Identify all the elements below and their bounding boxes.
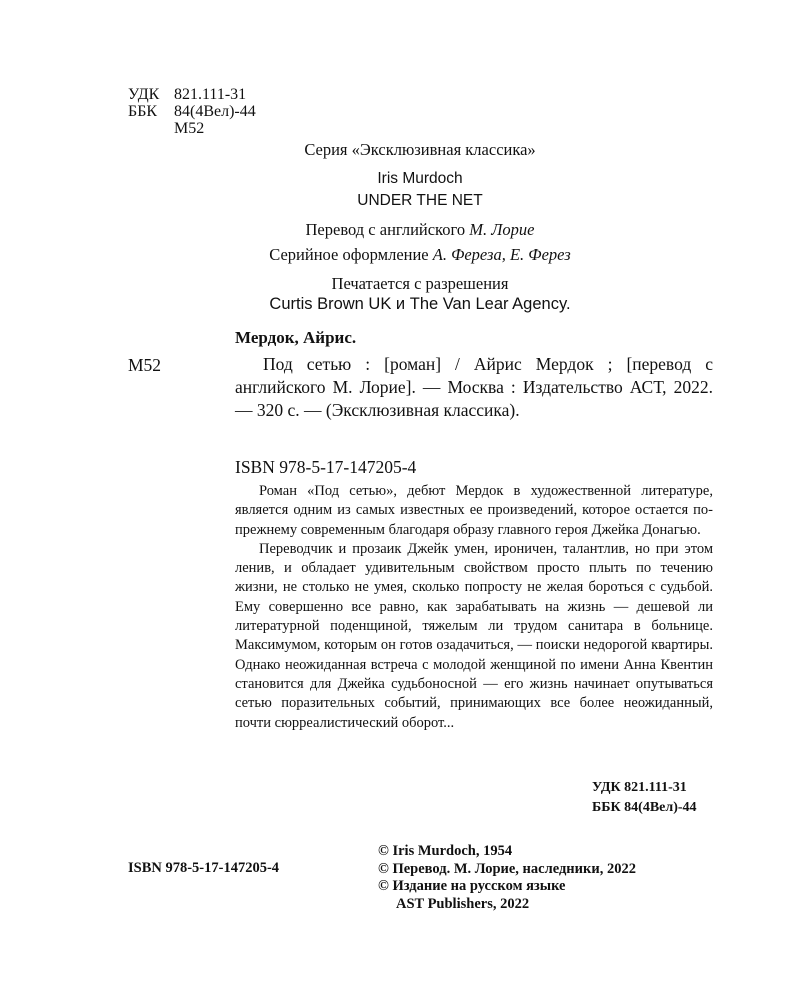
classification-codes-bottom	[592, 778, 697, 818]
original-author: Iris Murdoch	[377, 170, 463, 187]
design-prefix: Серийное оформление	[269, 245, 429, 264]
permission-line-2: Curtis Brown UK и The Van Lear Agency.	[269, 295, 571, 313]
bbk-row	[128, 103, 256, 120]
annotation-paragraph-2: Переводчик и прозаик Джейк умен, ироничен, талантлив, но при этом ленив, и обладает удивительным свойством просто плыть по течению жизни, не столько не умея, сколько попросту не желая бороться с судьбой. Ему совершенно все равно, как зарабатывать на жизнь — дешевой ли литературной поденщиной, тяжелым ли трудом санитара в больнице. Максимумом, которым он готов озадачиться, — поиски недорогой квартиры. Однако неожиданная встреча с молодой женщиной по имени Анна Квентин становится для Джейка судьбоносной — его жизнь начинает опутываться сетью поразительных событий, принимающих все более неожиданный, почти сюрреалистический оборот...	[235, 540, 713, 731]
udk-value: 821.111-31	[174, 86, 247, 103]
annotation-paragraph-1: Роман «Под сетью», дебют Мердок в художественной литературе, является одним из самых известных ее произведений, которое остается по-прежнему современным благодаря образу главного героя Джейка Донагью.	[235, 483, 713, 538]
copyright-line-1: © Iris Murdoch, 1954	[378, 843, 513, 859]
author-code: М52	[174, 120, 205, 137]
bibliography-author-mark: М52	[128, 355, 162, 375]
udk-row	[128, 86, 256, 103]
translation-prefix: Перевод с английского	[305, 220, 466, 239]
isbn-bottom: ISBN 978-5-17-147205-4	[128, 860, 280, 876]
bibliography-author: Мердок, Айрис.	[235, 328, 357, 347]
permission-line-1: Печатается с разрешения	[331, 274, 509, 293]
isbn-main: ISBN 978-5-17-147205-4	[235, 457, 417, 477]
udk-bottom: УДК 821.111-31	[592, 780, 687, 795]
bbk-label: ББК	[128, 103, 158, 120]
designer-names: А. Фереза, Е. Ферез	[432, 245, 571, 264]
annotation	[235, 482, 713, 733]
udk-label: УДК	[128, 86, 160, 103]
original-title: UNDER THE NET	[357, 192, 483, 209]
translation-credit	[128, 220, 712, 240]
classification-codes	[128, 86, 256, 137]
bibliography-description: Под сетью : [роман] / Айрис Мердок ; [перевод с английского М. Лорие]. — Москва : Издательство АСТ, 2022. — 320 с. — (Эксклюзивная классика).	[235, 354, 713, 420]
bbk-value: 84(4Вел)-44	[174, 103, 256, 120]
copyright-line-4: AST Publishers, 2022	[396, 895, 530, 912]
translator-name: М. Лорие	[469, 220, 535, 239]
copyright-line-3: © Издание на русском языке	[378, 878, 566, 894]
copyright-line-2: © Перевод. М. Лорие, наследники, 2022	[378, 860, 636, 877]
bbk-bottom: ББК 84(4Вел)-44	[592, 800, 697, 815]
copyright-block	[378, 843, 636, 913]
series-title: Серия «Эксклюзивная классика»	[304, 140, 536, 159]
design-credit	[128, 245, 712, 265]
